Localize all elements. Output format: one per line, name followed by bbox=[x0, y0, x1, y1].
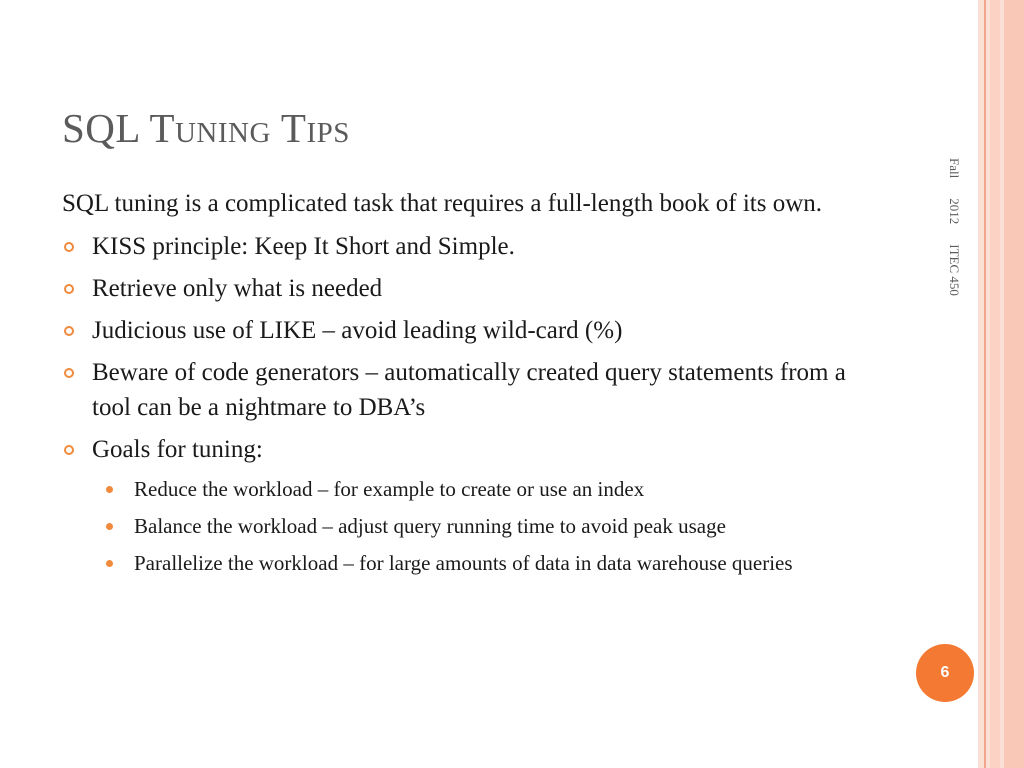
footer-year: 2012 bbox=[947, 198, 962, 225]
footer-term: Fall bbox=[947, 158, 962, 179]
footer-course: ITEC 450 bbox=[947, 244, 962, 296]
bullet-item bbox=[62, 432, 862, 467]
intro-text: SQL tuning is a complicated task that requires a full-length book of its own. bbox=[62, 190, 823, 217]
bullet-ring-icon bbox=[64, 284, 74, 294]
bullet-text: Goals for tuning: bbox=[92, 436, 263, 463]
sub-bullet-list bbox=[62, 474, 862, 579]
sub-bullet-item bbox=[62, 548, 862, 579]
slide-title: SQL Tuning Tips bbox=[62, 105, 350, 151]
bullet-ring-icon bbox=[64, 242, 74, 252]
sub-bullet-item bbox=[62, 511, 862, 542]
sub-bullet-item bbox=[62, 474, 862, 505]
page-number-badge: 6 bbox=[916, 644, 974, 702]
bullet-text: Retrieve only what is needed bbox=[92, 275, 383, 302]
decor-stripe bbox=[990, 0, 1000, 768]
bullet-item bbox=[62, 229, 862, 264]
bullet-ring-icon bbox=[64, 445, 74, 455]
slide-content bbox=[62, 186, 862, 585]
decor-stripe bbox=[1004, 0, 1024, 768]
bullet-ring-icon bbox=[64, 368, 74, 378]
bullet-dot-icon bbox=[106, 523, 113, 530]
bullet-item bbox=[62, 313, 862, 348]
bullet-dot-icon bbox=[106, 486, 113, 493]
sub-bullet-text: Reduce the workload – for example to create or use an index bbox=[134, 477, 645, 501]
sub-bullet-text: Balance the workload – adjust query running time to avoid peak usage bbox=[134, 514, 726, 538]
bullet-item bbox=[62, 271, 862, 306]
vertical-footer bbox=[946, 158, 962, 296]
bullet-item bbox=[62, 355, 862, 425]
bullet-text: Judicious use of LIKE – avoid leading wild-card (%) bbox=[92, 317, 623, 344]
bullet-ring-icon bbox=[64, 326, 74, 336]
sub-bullet-text: Parallelize the workload – for large amounts of data in data warehouse queries bbox=[134, 551, 793, 575]
bullet-dot-icon bbox=[106, 560, 113, 567]
bullet-text: KISS principle: Keep It Short and Simple. bbox=[92, 233, 515, 260]
bullet-text: Beware of code generators – automatically created query statements from a tool can be a nightmare to DBA’s bbox=[92, 359, 846, 421]
